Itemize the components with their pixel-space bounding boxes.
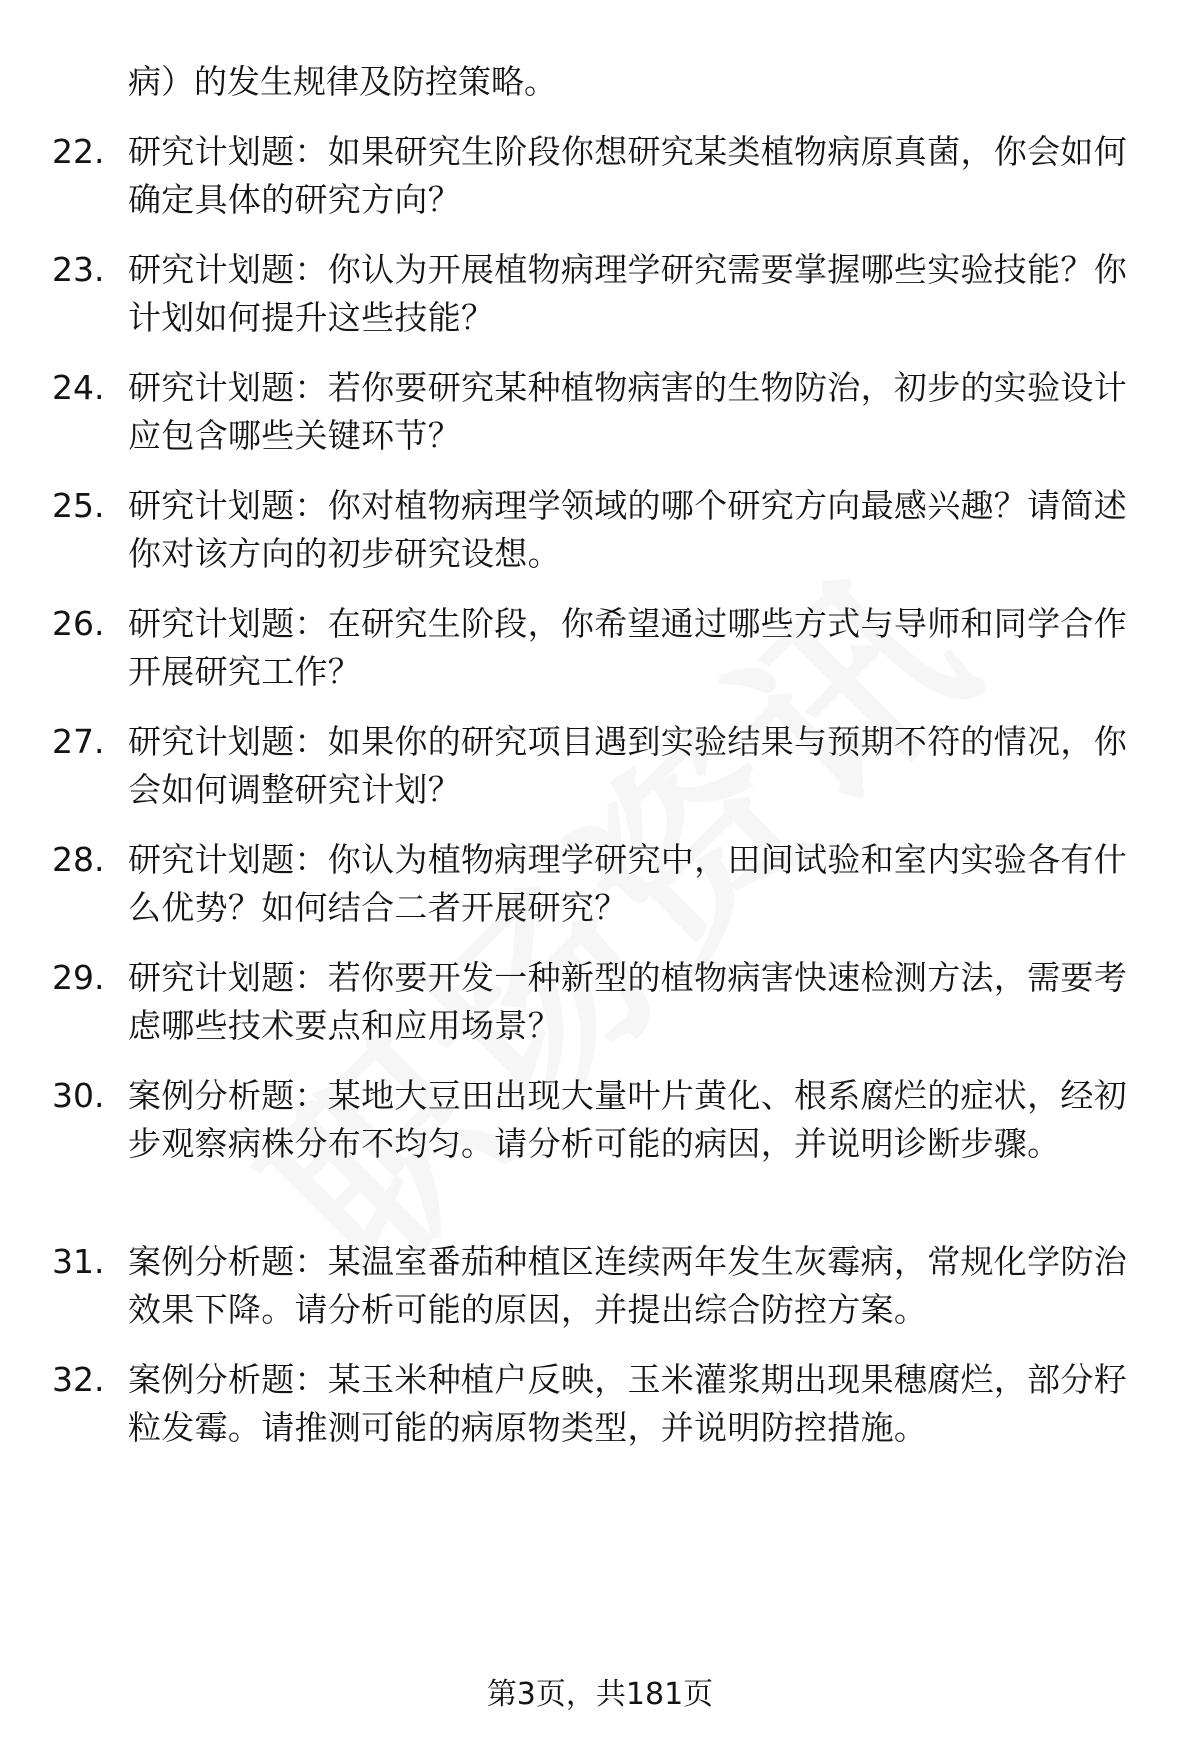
question-number: 32.: [52, 1360, 105, 1399]
continuation-text: 病）的发生规律及防控策略。: [128, 62, 557, 101]
question-text: 研究计划题：如果研究生阶段你想研究某类植物病原真菌，你会如何确定具体的研究方向？: [128, 132, 1127, 219]
question-number: 27.: [52, 722, 105, 761]
question-text: 研究计划题：在研究生阶段，你希望通过哪些方式与导师和同学合作开展研究工作？: [128, 604, 1127, 691]
question-text: 研究计划题：你对植物病理学领域的哪个研究方向最感兴趣？请简述你对该方向的初步研究设想。: [128, 486, 1127, 573]
question-number: 25.: [52, 486, 105, 525]
question-text: 研究计划题：你认为植物病理学研究中，田间试验和室内实验各有什么优势？如何结合二者开展研究？: [128, 840, 1127, 927]
question-number: 24.: [52, 368, 105, 407]
question-text: 研究计划题：若你要研究某种植物病害的生物防治，初步的实验设计应包含哪些关键环节？: [128, 368, 1127, 455]
question-number: 31.: [52, 1242, 105, 1281]
question-text: 研究计划题：你认为开展植物病理学研究需要掌握哪些实验技能？你计划如何提升这些技能？: [128, 250, 1127, 337]
question-number: 23.: [52, 250, 105, 289]
question-text: 研究计划题：如果你的研究项目遇到实验结果与预期不符的情况，你会如何调整研究计划？: [128, 722, 1127, 809]
question-text: 案例分析题：某玉米种植户反映，玉米灌浆期出现果穗腐烂，部分籽粒发霉。请推测可能的病原物类型，并说明防控措施。: [128, 1360, 1127, 1447]
question-number: 22.: [52, 132, 105, 171]
question-text: 研究计划题：若你要开发一种新型的植物病害快速检测方法，需要考虑哪些技术要点和应用场景？: [128, 958, 1127, 1045]
question-number: 26.: [52, 604, 105, 643]
question-number: 28.: [52, 840, 105, 879]
page-footer: 第3页，共181页: [486, 1677, 714, 1712]
question-number: 29.: [52, 958, 105, 997]
question-text: 案例分析题：某温室番茄种植区连续两年发生灰霉病，常规化学防治效果下降。请分析可能的原因，并提出综合防控方案。: [128, 1242, 1127, 1329]
question-number: 30.: [52, 1076, 105, 1115]
question-text: 案例分析题：某地大豆田出现大量叶片黄化、根系腐烂的症状，经初步观察病株分布不均匀。请分析可能的病因，并说明诊断步骤。: [128, 1076, 1127, 1163]
